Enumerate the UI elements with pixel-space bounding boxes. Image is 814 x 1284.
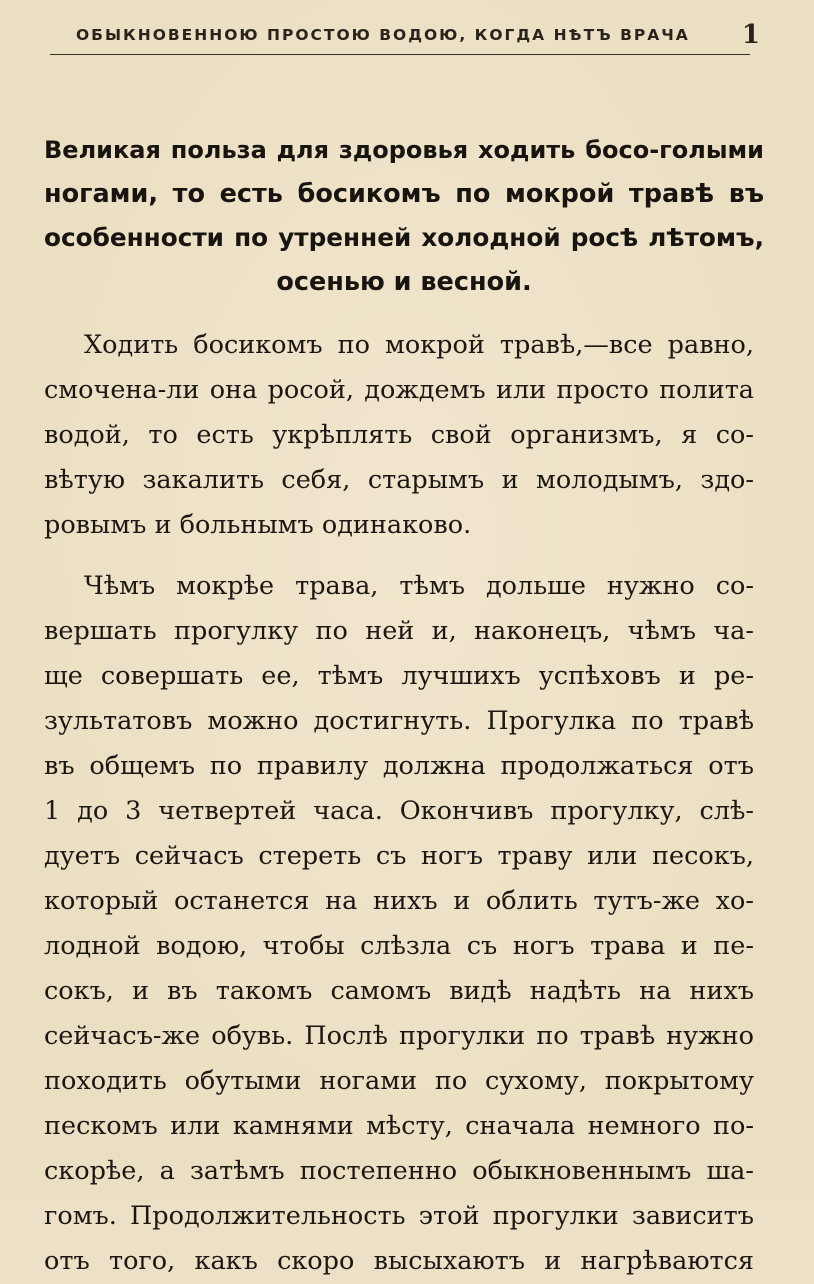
heading-line: Великая польза для здоровья ходить босо-голыми: [44, 136, 764, 164]
text-line: Ходить босикомъ по мокрой травѣ,—все равно,: [84, 330, 754, 360]
text-line: смочена-ли она росой, дождемъ или просто полита: [44, 375, 754, 405]
text-line: въ общемъ по правилу должна продолжаться отъ: [44, 751, 754, 781]
heading-line: особенности по утренней холодной росѣ лѣтомъ,: [44, 223, 764, 252]
heading-line: ногами, то есть босикомъ по мокрой травѣ въ: [44, 179, 764, 209]
text-line: вершать прогулку по ней и, наконецъ, чѣмъ ча-: [44, 616, 754, 646]
text-line: отъ того, какъ скоро высыхаютъ и нагрѣваются: [44, 1246, 754, 1276]
text-line: ровымъ и больнымъ одинаково.: [44, 510, 472, 540]
header-rule: [50, 54, 750, 55]
text-line: дуетъ сейчасъ стереть съ ногъ траву или песокъ,: [44, 841, 754, 871]
text-line: сейчасъ-же обувь. Послѣ прогулки по травѣ нужно: [44, 1021, 754, 1051]
page-number: 1: [741, 20, 760, 50]
body-text: [44, 323, 754, 1284]
section-heading: [44, 128, 764, 304]
text-line: гомъ. Продолжительность этой прогулки зависитъ: [44, 1201, 754, 1231]
text-line: ще совершать ее, тѣмъ лучшихъ успѣховъ и ре-: [44, 661, 754, 691]
running-title: ОБЫКНОВЕННОЮ ПРОСТОЮ ВОДОЮ, КОГДА НѢТЪ ВРАЧА: [76, 26, 690, 44]
text-line: походить обутыми ногами по сухому, покрытому: [44, 1066, 754, 1096]
text-line: Чѣмъ мокрѣе трава, тѣмъ дольше нужно со-: [84, 571, 754, 601]
text-line: вѣтую закалить себя, старымъ и молодымъ, здо-: [44, 465, 754, 495]
text-line: который останется на нихъ и облить тутъ-же хо-: [44, 886, 754, 916]
text-line: зультатовъ можно достигнуть. Прогулка по травѣ: [44, 706, 754, 736]
text-line: лодной водою, чтобы слѣзла съ ногъ трава и пе-: [44, 931, 754, 961]
heading-line: осенью и весной.: [276, 267, 532, 297]
text-line: пескомъ или камнями мѣсту, сначала немного по-: [44, 1111, 754, 1141]
text-line: скорѣе, а затѣмъ постепенно обыкновеннымъ ша-: [44, 1156, 754, 1186]
text-line: 1 до 3 четвертей часа. Окончивъ прогулку, слѣ-: [44, 796, 754, 826]
running-header: [50, 20, 760, 54]
text-line: водой, то есть укрѣплять свой организмъ, я со-: [44, 420, 754, 450]
text-line: сокъ, и въ такомъ самомъ видѣ надѣть на нихъ: [44, 976, 754, 1006]
